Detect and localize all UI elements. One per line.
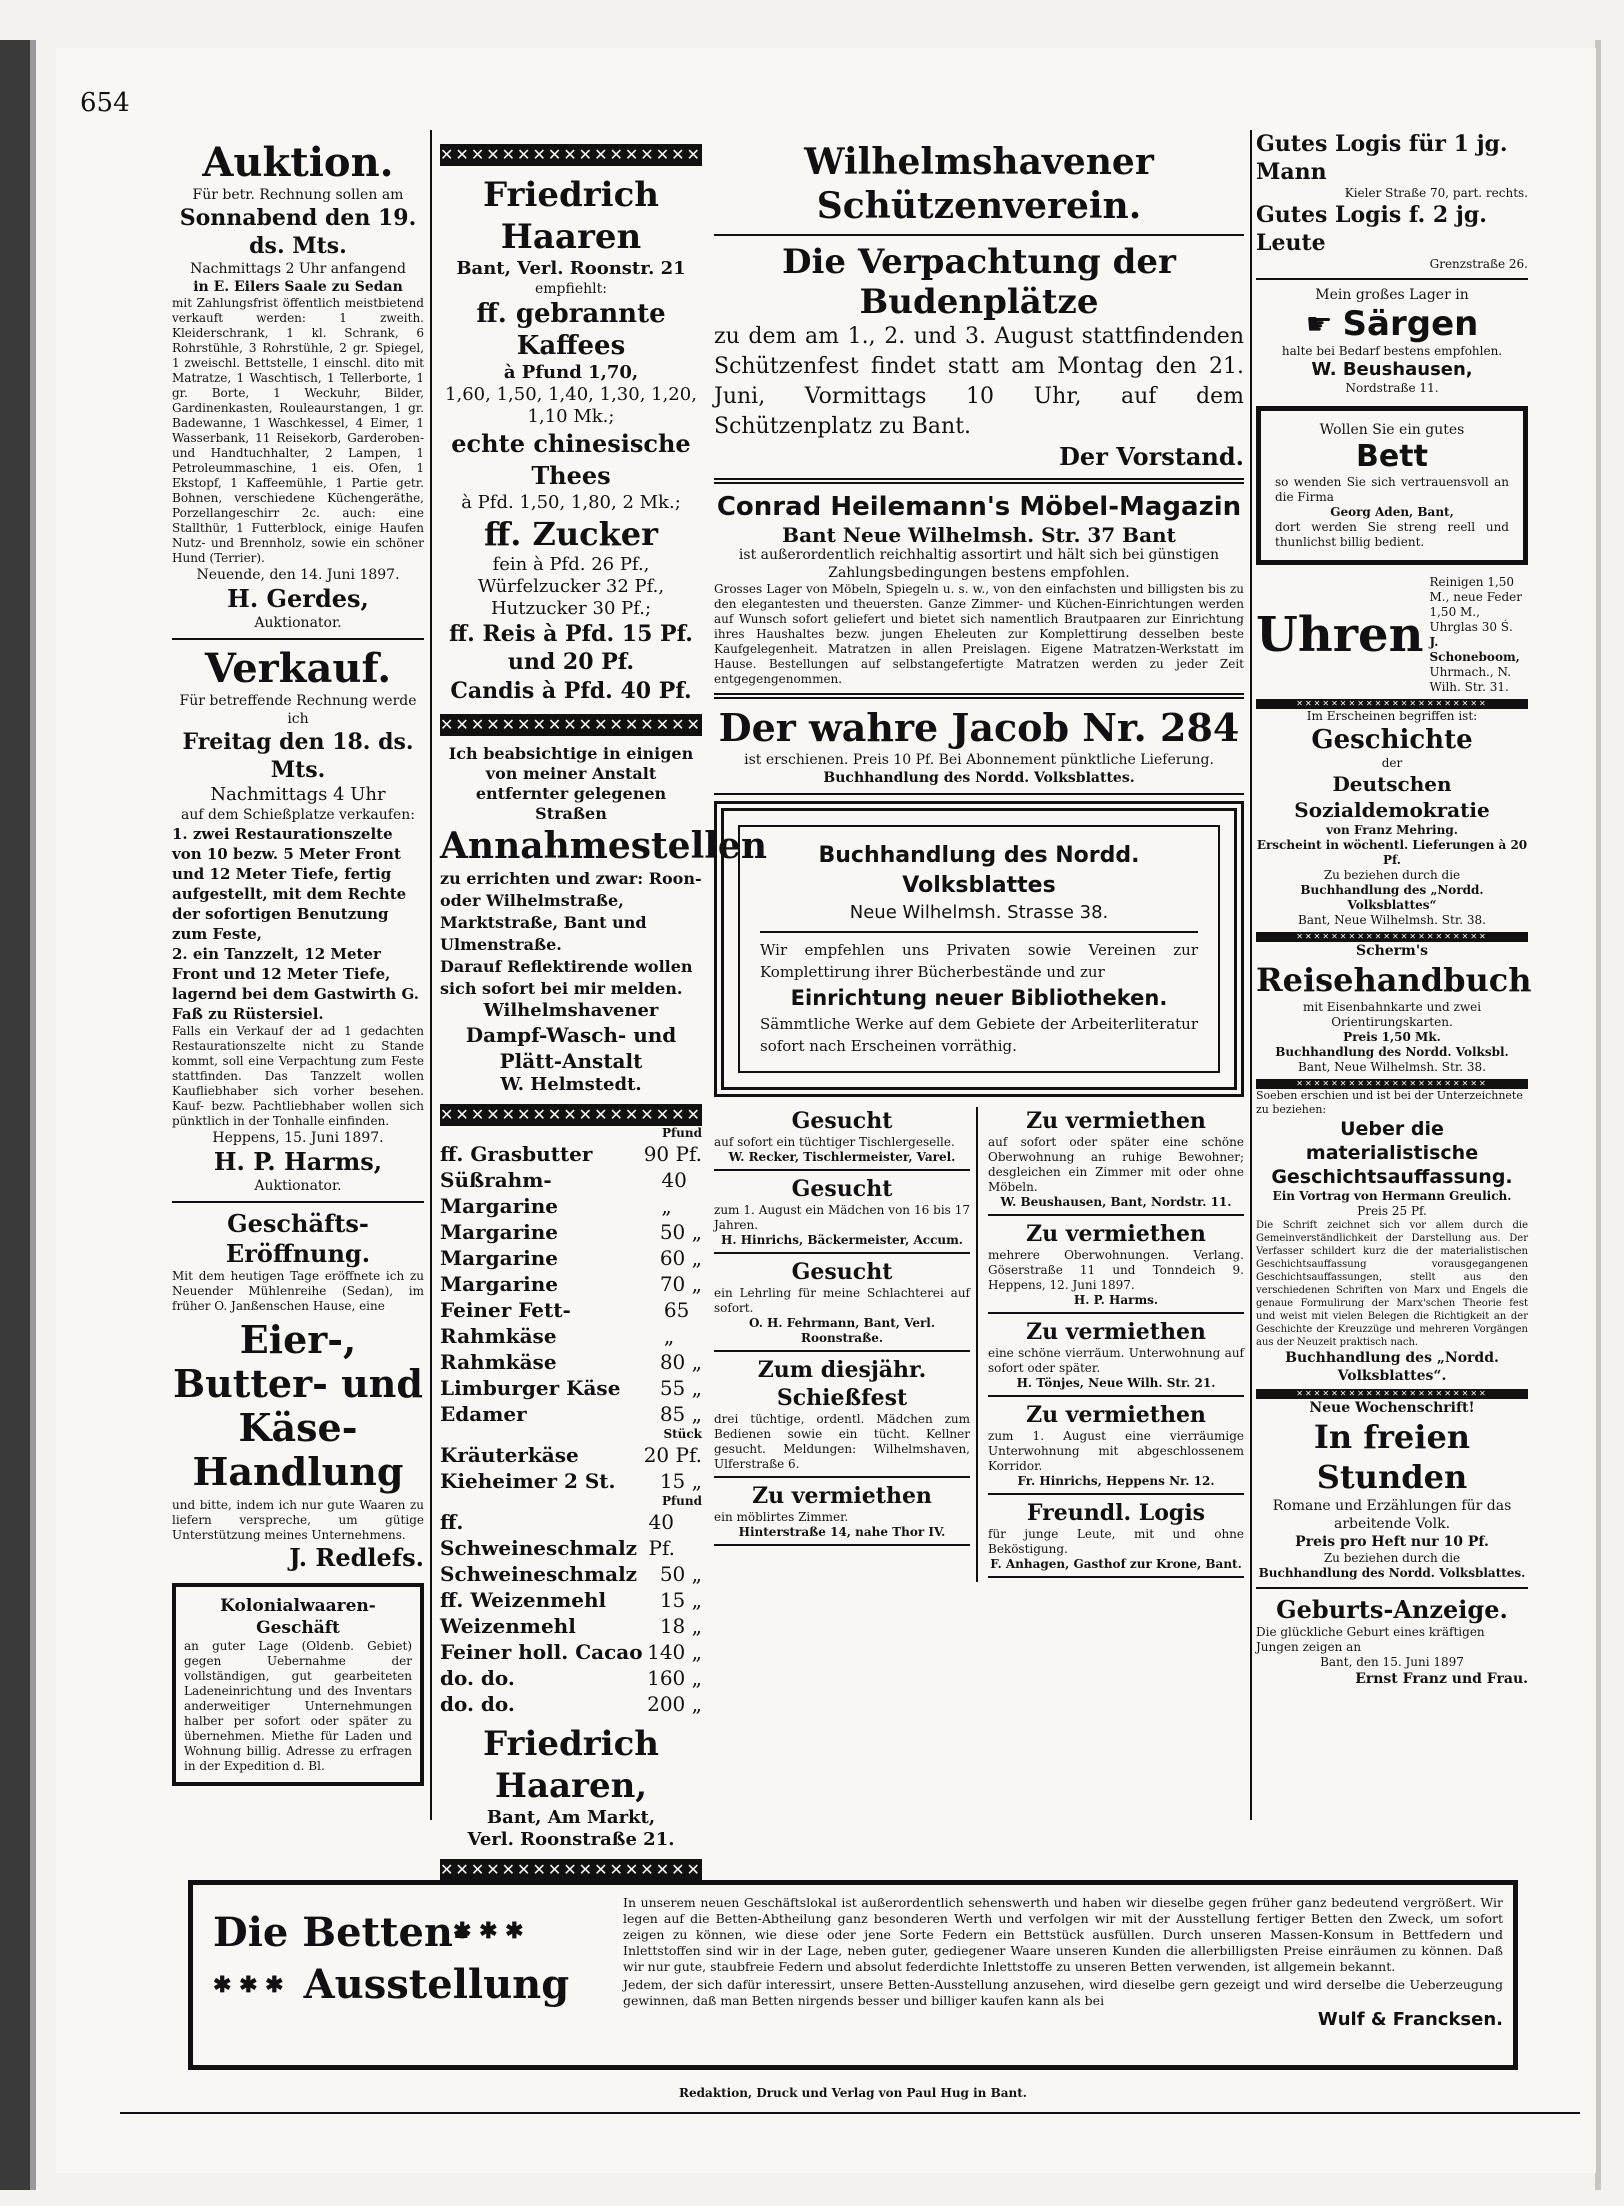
price-item: Feiner holl. Cacao	[440, 1640, 643, 1664]
page-number: 654	[80, 88, 130, 118]
price-value: 15 „	[659, 1588, 702, 1612]
betten-title-2: Ausstellung	[303, 1961, 570, 2008]
uhren-ad	[1256, 575, 1528, 695]
saerge-intro: Mein großes Lager in	[1315, 287, 1469, 303]
price-unit: Pfund	[661, 1494, 702, 1508]
haaren-footer-address-2: Verl. Roonstraße 21.	[467, 1829, 675, 1850]
zucker-prices: fein à Pfd. 26 Pf., Würfelzucker 32 Pf., Hutzucker 30 Pf.;	[477, 554, 665, 619]
ornament-bar: ✕✕✕✕✕✕✕✕✕✕✕✕✕✕✕✕✕✕✕✕✕✕	[1256, 699, 1528, 709]
classified-ad	[988, 1107, 1244, 1216]
geburt-sign: Ernst Franz und Frau.	[1355, 1671, 1528, 1687]
company-line-1: Wilhelmshavener	[483, 1000, 659, 1021]
thee-heading: echte chinesische Thees	[451, 429, 691, 490]
saerge-name: W. Beushausen,	[1311, 359, 1473, 380]
geschichte-shop-1: Zu beziehen durch die	[1323, 868, 1461, 882]
auktion-place: in E. Eilers Saale zu Sedan	[193, 279, 403, 295]
price-item: Margarine	[440, 1220, 558, 1244]
price-item: Weizenmehl	[440, 1614, 576, 1638]
price-item: do. do.	[440, 1692, 515, 1716]
uhren-heading: Uhren	[1256, 607, 1424, 663]
reise-intro: Scherm's	[1355, 943, 1429, 959]
kaffee-heading: ff. gebrannte Kaffees	[476, 299, 666, 361]
auktion-title: Auktion.	[202, 139, 394, 186]
betten-title-block	[213, 1909, 613, 2009]
saerge-row	[1256, 304, 1528, 344]
price-value: 90 Pf.	[643, 1142, 702, 1166]
book-binding	[0, 40, 34, 2190]
divider	[1256, 278, 1528, 280]
geschichte-der: der	[1381, 756, 1403, 770]
price-row	[440, 1691, 702, 1717]
geschichte-shop-2: Buchhandlung des „Nordd. Volksblattes“	[1300, 883, 1484, 912]
reise-body: mit Eisenbahnkarte und zwei Orientirungskarten.	[1302, 1000, 1482, 1029]
moebel-address: Bant Neue Wilhelmsh. Str. 37 Bant	[782, 523, 1176, 547]
annahme-intro: Ich beabsichtige in einigen von meiner Anstalt entfernter gelegenen Straßen	[448, 744, 694, 823]
haaren-footer-address-1: Bant, Am Markt,	[486, 1807, 656, 1828]
classified-body: ein Lehrling für meine Schlachterei auf sofort.	[714, 1286, 970, 1315]
auktion-body: mit Zahlungsfrist öffentlich meistbietend verkauft werden: 1 zweith. Kleiderschrank, 1 kl. Schrank, 6 Rohrstühle, 3 Rohrstühle, 2 gr. Spiegel, 1 zweischl. Bettstelle, 1 einschl. dito mit Matratze, 1 Waschtisch, 1 Tellerborte, 1 gr. Borte, 1 Weckuhr, Bilder, Gardinenkasten, Rouleaurstangen, 1 gr. Badewanne, 1 Waschkessel, 4 Eimer, 1 Wasserbank, 11 Reisekorb, Garderoben- und Handtuchhalter, 2 Lampen, 1 Petroleummaschine, 1 eis. Ofen, 1 Ekstopf, 1 Kaffeemühle, 1 Partie getr. Bohnen, verschiedene Küchengeräthe, Porzellangeschirr 2c. auch: eine Stallthür, 1 Futterblock, einige Haufen Nutz- und Brennholz, sowie ein schöner Hund (Terrier).	[172, 296, 424, 565]
classified-sign: Hinterstraße 14, nahe Thor IV.	[738, 1525, 946, 1539]
classified-body: eine schöne vierräum. Unterwohnung auf sofort oder später.	[988, 1346, 1244, 1375]
classified-ad	[714, 1107, 970, 1171]
saerge-address: Nordstraße 11.	[1345, 381, 1439, 395]
verkauf-time: Nachmittags 4 Uhr	[210, 784, 386, 805]
ornament-bar: ✕✕✕✕✕✕✕✕✕✕✕✕✕✕✕✕✕✕✕✕✕✕	[1256, 1389, 1528, 1399]
geschichte-heading-2: Deutschen Sozialdemokratie	[1294, 772, 1490, 822]
reise-address: Bant, Neue Wilhelmsh. Str. 38.	[1298, 1060, 1486, 1074]
price-value: 50 „	[659, 1220, 702, 1244]
classified-body: mehrere Oberwohnungen. Verlang. Göserstraße 11 und Tonndeich 9. Heppens, 12. Juni 1897.	[988, 1248, 1244, 1292]
ornament-bar: ✕✕✕✕✕✕✕✕✕✕✕✕✕✕✕✕✕✕✕✕✕✕	[1256, 932, 1528, 942]
classified-ad	[714, 1175, 970, 1254]
uhren-name: J. Schoneboom,	[1429, 635, 1520, 664]
divider	[714, 234, 1244, 236]
buchhandlung-frame	[714, 801, 1244, 1097]
moebel-title: Conrad Heilemann's Möbel-Magazin	[716, 492, 1242, 522]
column-1	[172, 140, 424, 1786]
classified-title: Gesucht	[791, 1259, 893, 1285]
classified-title: Zum diesjähr. Schießfest	[757, 1357, 927, 1411]
classified-title: Gesucht	[791, 1176, 893, 1202]
stunden-shop-2: Buchhandlung des Nordd. Volksblattes.	[1258, 1566, 1526, 1580]
auktion-ad	[172, 140, 424, 632]
classified-column-left	[714, 1107, 978, 1582]
price-item: Feiner Fett-Rahmkäse	[440, 1298, 571, 1348]
binding-edge	[30, 40, 36, 2190]
annahme-heading: Annahmestellen	[440, 825, 768, 867]
price-item: Schweineschmalz	[440, 1562, 638, 1586]
company-line-2: Dampf-Wasch- und Plätt-Anstalt	[465, 1023, 677, 1073]
kaffee-price: à Pfund 1,70,	[503, 362, 639, 383]
price-row	[440, 1375, 702, 1401]
stunden-shop-1: Zu beziehen durch die	[1323, 1551, 1461, 1565]
price-row	[440, 1245, 702, 1271]
classified-title: Gesucht	[791, 1108, 893, 1134]
buchhandlung-ad	[738, 825, 1220, 1073]
stunden-price: Preis pro Heft nur 10 Pf.	[1295, 1534, 1489, 1550]
geschichte-heading: Geschichte	[1311, 725, 1473, 755]
buch-body-1: Wir empfehlen uns Privaten sowie Vereinen zur Komplettirung ihrer Bücherbestände und zur	[760, 941, 1198, 981]
logis-2-title: Gutes Logis f. 2 jg. Leute	[1256, 202, 1487, 256]
uhren-address: Uhrmach., N. Wilh. Str. 31.	[1429, 665, 1512, 694]
classified-ad	[988, 1401, 1244, 1495]
buch-headline: Einrichtung neuer Bibliotheken.	[790, 986, 1168, 1010]
ornament-bar: ✕✕✕✕✕✕✕✕✕✕✕✕✕✕✕✕✕✕✕✕✕✕	[440, 145, 779, 164]
bett-body: so wenden Sie sich vertrauensvoll an die Firma	[1275, 475, 1509, 504]
divider	[714, 693, 1244, 699]
classified-sign: W. Beushausen, Bant, Nordstr. 11.	[1000, 1195, 1232, 1209]
price-item: Kieheimer 2 St.	[440, 1469, 616, 1493]
kolonial-title: Kolonialwaaren-Geschäft	[220, 1596, 376, 1638]
price-unit: Pfund	[661, 1126, 702, 1140]
verein-name: Wilhelmshavener Schützenverein.	[804, 141, 1154, 227]
classified-sign: H. Hinrichs, Bäckermeister, Accum.	[721, 1233, 963, 1247]
mat-price: Preis 25 Pf.	[1357, 1204, 1427, 1218]
verkauf-title: Verkauf.	[204, 645, 392, 692]
auktion-sign: H. Gerdes,	[227, 584, 369, 613]
betten-firm: Wulf & Francksen.	[1317, 2009, 1503, 2030]
geburt-body: Die glückliche Geburt eines kräftigen Jungen zeigen an	[1256, 1625, 1485, 1654]
price-value: 40 „	[661, 1168, 687, 1218]
eroeffnung-body: Mit dem heutigen Tage eröffnete ich zu Neuender Mühlenreihe (Sedan), im früher O. Janßenschen Hause, eine	[172, 1269, 424, 1313]
betten-stars-1: ✱ ✱ ✱	[453, 1918, 524, 1944]
jacob-body: ist erschienen. Preis 10 Pf. Bei Abonnement pünktliche Lieferung.	[744, 752, 1214, 768]
logis-1-address: Kieler Straße 70, part. rechts.	[1344, 186, 1528, 200]
saerge-body: halte bei Bedarf bestens empfohlen.	[1281, 344, 1503, 358]
eroeffnung-sign: J. Redlefs.	[289, 1543, 424, 1572]
price-row	[440, 1219, 702, 1245]
price-value: 18 „	[659, 1614, 702, 1638]
eroeffnung-body-2: und bitte, indem ich nur gute Waaren zu liefern verspreche, um gütige Unterstützung meines Unternehmens.	[172, 1498, 424, 1542]
kaffee-prices: 1,60, 1,50, 1,40, 1,30, 1,20, 1,10 Mk.;	[445, 384, 697, 427]
price-list	[440, 1141, 702, 1427]
price-item: Rahmkäse	[440, 1350, 557, 1374]
price-row	[440, 1587, 702, 1613]
column-4	[1256, 130, 1532, 1688]
price-value: 60 „	[659, 1246, 702, 1270]
price-value: 65 „	[663, 1298, 690, 1348]
price-row	[440, 1297, 702, 1349]
mat-shop: Buchhandlung des „Nordd. Volksblattes“.	[1285, 1350, 1499, 1384]
price-item: Kräuterkäse	[440, 1443, 579, 1467]
verkauf-item-1: 1. zwei Restaurationszelte von 10 bezw. 5 Meter Front und 12 Meter Tiefe, fertig aufgestellt, mit dem Rechte der sofortigen Benutzung zum Feste,	[172, 825, 407, 943]
bett-firm: Georg Aden, Bant,	[1330, 505, 1454, 519]
price-value: 85 „	[659, 1402, 702, 1426]
classified-ad	[714, 1482, 970, 1546]
betten-body: In unserem neuen Geschäftslokal ist außerordentlich sehenswerth und haben wir dieselbe gegen früher ganz bedeutend vergrößert. Wir legen auf die Betten-Abtheilung ganz besonderen Werth und verfolgen wir mit der Ausstellung fertiger Betten den Zweck, um sofort zeigen zu können, wie diese oder jene Sorte Federn ein Bettstück ausfüllen. Durch unseren Massen-Konsum in Bettfedern und Inlettstoffen sind wir in der Lage, neben guter, gediegener Waare unseren Kunden die allerbilligsten Preise einräumen zu können. Daß wir nur gute, staubfreie Federn und absolut federdichte Inlettstoffe zu unseren Betten verwenden, ist allgemein bekannt.	[623, 1895, 1503, 1974]
reise-price: Preis 1,50 Mk.	[1343, 1030, 1441, 1044]
pointing-hand-icon: ☛	[1305, 306, 1333, 342]
company-line-3: W. Helmstedt.	[500, 1074, 642, 1095]
price-item: ff. Schweineschmalz	[440, 1510, 638, 1560]
price-item: Edamer	[440, 1402, 527, 1426]
classified-body: auf sofort ein tüchtiger Tischlergeselle.	[714, 1135, 955, 1149]
classified-ad	[988, 1318, 1244, 1397]
bett-heading: Bett	[1356, 439, 1428, 474]
verkauf-dateline: Heppens, 15. Juni 1897.	[212, 1130, 384, 1146]
divider	[172, 1201, 424, 1203]
verkauf-intro: Für betreffende Rechnung werde ich	[179, 693, 417, 727]
geschichte-intro: Im Erscheinen begriffen ist:	[1306, 709, 1478, 723]
ornament-bar: ✕✕✕✕✕✕✕✕✕✕✕✕✕✕✕✕✕✕✕✕✕✕	[440, 1860, 779, 1879]
price-row	[440, 1271, 702, 1297]
zucker-heading: ff. Zucker	[483, 515, 659, 553]
price-row	[440, 1349, 702, 1375]
verpachtung-body: zu dem am 1., 2. und 3. August stattfindenden Schützenfest findet statt am Montag den 21. Juni, Vormittags 10 Uhr, auf dem Schützenplatz zu Bant.	[714, 324, 1244, 439]
stunden-heading: In freien Stunden	[1313, 1418, 1471, 1496]
haaren-footer-name: Friedrich Haaren,	[482, 1724, 660, 1806]
column-rule-1	[430, 130, 432, 1820]
betten-ausstellung-ad	[188, 1880, 1518, 2070]
classified-sign: W. Recker, Tischlermeister, Varel.	[728, 1150, 956, 1164]
classified-body: für junge Leute, mit und ohne Beköstigung.	[988, 1527, 1244, 1556]
divider	[1256, 1587, 1528, 1589]
ornament-bar: ✕✕✕✕✕✕✕✕✕✕✕✕✕✕✕✕✕✕✕✕✕✕	[440, 1105, 779, 1124]
verkauf-sign: H. P. Harms,	[213, 1147, 383, 1176]
verkauf-role: Auktionator.	[254, 1178, 342, 1194]
eroeffnung-headline: Eier-, Butter- und Käse-Handlung	[173, 1317, 423, 1494]
buch-title: Buchhandlung des Nordd. Volksblattes	[818, 843, 1140, 898]
moebel-body-1: ist außerordentlich reichhaltig assortirt und hält sich bei günstigen Zahlungsbedingungen bestens empfohlen.	[738, 547, 1220, 581]
thee-prices: à Pfd. 1,50, 1,80, 2 Mk.;	[461, 492, 681, 513]
stunden-intro: Neue Wochenschrift!	[1309, 1400, 1475, 1416]
price-item: do. do.	[440, 1666, 515, 1690]
buch-body-2: Sämmtliche Werke auf dem Gebiete der Arbeiterliteratur sofort nach Erscheinen vorräthig.	[760, 1015, 1198, 1055]
saerge-heading: Särgen	[1342, 304, 1479, 344]
logis-1-title: Gutes Logis für 1 jg. Mann	[1256, 131, 1508, 185]
reise-heading: Reisehandbuch	[1256, 961, 1532, 999]
logis-2-address: Grenzstraße 26.	[1429, 257, 1528, 271]
kolonial-ad	[172, 1583, 424, 1786]
kolonial-body: an guter Lage (Oldenb. Gebiet) gegen Uebernahme der vollständigen, gut gearbeiteten Ladeneinrichtung und des Inventars anderweitiger Unternehmungen halber per sofort oder später zu übernehmen. Miethe für Laden und Wohnung billig. Adresse zu erfragen in der Expedition d. Bl.	[184, 1639, 412, 1773]
haaren-name: Friedrich Haaren	[482, 175, 660, 257]
classified-sign: H. P. Harms.	[1073, 1293, 1159, 1307]
price-value: 160 „	[647, 1666, 702, 1690]
price-row	[440, 1468, 702, 1494]
mat-intro: Soeben erschien und ist bei der Unterzeichnete zu beziehen:	[1256, 1089, 1523, 1116]
classified-title: Zu vermiethen	[1026, 1221, 1206, 1247]
price-value: 20 Pf.	[643, 1443, 702, 1467]
betten-text-block	[623, 1895, 1503, 2031]
verpachtung-sign: Der Vorstand.	[1059, 442, 1244, 471]
price-value: 80 „	[659, 1350, 702, 1374]
price-item: ff. Weizenmehl	[440, 1588, 607, 1612]
column-2	[440, 144, 779, 1881]
moebel-body-2: Grosses Lager von Möbeln, Spiegeln u. s. w., von den einfachsten und billigsten bis zu den elegantesten und theuersten. Ganze Zimmer- und Küchen-Einrichtungen werden auf Wunsch sofort geliefert und bietet sich namentlich Brautpaaren zur Einrichtung ihres Haushaltes bezw. jungen Eheleuten zur Komplettirung desselben beste Kaufgelegenheit. Matratzen in allen Preislagen. Eigene Matratzen-Werkstatt im Hause. Bestellungen auf selbstangefertigte Matratzen werden zu jeder Zeit entgegengenommen.	[714, 582, 1244, 686]
betten-body-2: Jedem, der sich dafür interessirt, unsere Betten-Ausstellung anzusehen, wird dieselbe gern gezeigt und wird derselbe die Ueberzeugung gewinnen, daß man Betten nirgends besser und billiger kaufen kann als bei	[623, 1977, 1503, 2008]
classified-sign: F. Anhagen, Gasthof zur Krone, Bant.	[990, 1557, 1242, 1571]
price-row	[440, 1561, 702, 1587]
classified-title: Zu vermiethen	[1026, 1402, 1206, 1428]
reise-shop: Buchhandlung des Nordd. Volksbl.	[1275, 1045, 1509, 1059]
price-row	[440, 1167, 702, 1219]
betten-stars-2: ✱ ✱ ✱	[213, 1972, 284, 1998]
price-item: ff. Grasbutter	[440, 1142, 593, 1166]
classified-title: Freundl. Logis	[1026, 1500, 1206, 1526]
jacob-title: Der wahre Jacob Nr. 284	[718, 705, 1240, 750]
column-3	[714, 140, 1244, 1582]
price-item: Margarine	[440, 1272, 558, 1296]
divider	[714, 793, 1244, 795]
uhren-details	[1429, 575, 1528, 695]
annahme-body: zu errichten und zwar: Roon- oder Wilhelmstraße, Marktstraße, Bant und Ulmenstraße.	[440, 869, 702, 954]
auktion-role: Auktionator.	[254, 615, 342, 631]
eroeffnung-title: Geschäfts-Eröffnung.	[225, 1209, 371, 1268]
price-unit: Stück	[663, 1427, 702, 1441]
price-item: Süßrahm-Margarine	[440, 1168, 558, 1218]
classified-title: Zu vermiethen	[752, 1483, 932, 1509]
price-value: 200 „	[647, 1692, 702, 1716]
verpachtung-headline: Die Verpachtung der Budenplätze	[782, 242, 1176, 322]
divider	[760, 931, 1198, 933]
price-row	[440, 1509, 702, 1561]
imprint: Redaktion, Druck und Verlag von Paul Hug in Bant.	[679, 2086, 1027, 2100]
ornament-bar: ✕✕✕✕✕✕✕✕✕✕✕✕✕✕✕✕✕✕✕✕✕✕	[1256, 1079, 1528, 1089]
betten-title-row	[213, 1961, 613, 2009]
eroeffnung-ad	[172, 1209, 424, 1573]
price-list	[440, 1509, 702, 1717]
price-value: 50 „	[659, 1562, 702, 1586]
mat-author: Ein Vortrag von Hermann Greulich.	[1272, 1189, 1512, 1203]
classified-ad	[988, 1220, 1244, 1314]
ornament-bar: ✕✕✕✕✕✕✕✕✕✕✕✕✕✕✕✕✕✕✕✕✕✕	[440, 715, 779, 734]
price-row	[440, 1401, 702, 1427]
jacob-shop: Buchhandlung des Nordd. Volksblattes.	[823, 770, 1135, 786]
verkauf-date: Freitag den 18. ds. Mts.	[182, 729, 414, 783]
betten-title-1: Die Betten-	[213, 1909, 470, 1956]
classified-ad	[714, 1258, 970, 1352]
classified-sign: H. Tönjes, Neue Wilh. Str. 21.	[1016, 1376, 1216, 1390]
stunden-body: Romane und Erzählungen für das arbeitende Volk.	[1272, 1498, 1512, 1532]
classified-column-right	[988, 1107, 1244, 1582]
geburt-heading: Geburts-Anzeige.	[1276, 1595, 1508, 1624]
auktion-dateline: Neuende, den 14. Juni 1897.	[196, 567, 400, 583]
column-rule-3	[1250, 130, 1252, 1820]
geschichte-price: Erscheint in wöchentl. Lieferungen à 20 Pf.	[1256, 838, 1528, 867]
bett-ad	[1256, 406, 1528, 565]
classified-body: auf sofort oder später eine schöne Oberwohnung an ruhige Bewohner; desgleichen ein Zimmer mit oder ohne Möbeln.	[988, 1135, 1244, 1194]
geschichte-author: von Franz Mehring.	[1326, 823, 1458, 837]
auktion-intro: Für betr. Rechnung sollen am	[192, 187, 404, 203]
candis-heading: Candis à Pfd. 40 Pf.	[450, 678, 692, 704]
divider	[714, 478, 1244, 484]
verkauf-place: auf dem Schießplatze verkaufen:	[181, 807, 415, 823]
classified-body: zum 1. August ein Mädchen von 16 bis 17 Jahren.	[714, 1203, 970, 1232]
bett-intro: Wollen Sie ein gutes	[1319, 422, 1465, 438]
geburt-date: Bant, den 15. Juni 1897	[1320, 1655, 1464, 1669]
auktion-time: Nachmittags 2 Uhr anfangend	[190, 261, 406, 277]
price-value: 55 „	[659, 1376, 702, 1400]
price-item: Margarine	[440, 1246, 558, 1270]
verkauf-body: Falls ein Verkauf der ad 1 gedachten Restaurationszelte nicht zu Stande kommt, soll eine Verpachtung zum Feste stattfinden. Das Tanzzelt wollen Kaufliebhaber sich vorher besehen. Kauf- bezw. Pachtliebhaber wollen sich pünktlich in der Tonhalle einfinden.	[172, 1024, 424, 1128]
mat-body: Die Schrift zeichnet sich vor allem durch die Gemeinverständlichkeit der Darstellung aus. Der Verfasser schildert kurz die der materialistischen Geschichtsauffassung vorausgegangenen Geschichtsauffassungen, stellt aus den verschiedenen Schriften von Marx und Engels die genaue Formulirung der Marx'schen Theorie fest und weist mit vielen Belegen die Richtigkeit an der Geschichte der Kreuzzüge und mehreren Vorgängen aus der Neuzeit praktisch nach.	[1256, 1220, 1528, 1348]
price-row	[440, 1141, 702, 1167]
classified-body: drei tüchtige, ordentl. Mädchen zum Bedienen sowie ein tücht. Kellner gesucht. Meldungen: Wilhelmshaven, Ulferstraße 6.	[714, 1412, 970, 1471]
price-item: Limburger Käse	[440, 1376, 621, 1400]
verkauf-item-2: 2. ein Tanzzelt, 12 Meter Front und 12 Meter Tiefe, lagernd bei dem Gastwirth G. Faß zu Rüstersiel.	[172, 945, 420, 1023]
classified-sign: O. H. Fehrmann, Bant, Verl. Roonstraße.	[748, 1316, 936, 1345]
classified-title: Zu vermiethen	[1026, 1319, 1206, 1345]
buch-address: Neue Wilhelmsh. Strasse 38.	[849, 902, 1109, 923]
classified-ad	[988, 1499, 1244, 1578]
price-row	[440, 1665, 702, 1691]
classified-body: zum 1. August eine vierräumige Unterwohnung mit abgeschlossenem Korridor.	[988, 1429, 1244, 1473]
haaren-address: Bant, Verl. Roonstr. 21	[456, 258, 686, 279]
classified-grid	[714, 1107, 1244, 1582]
bett-body-2: dort werden Sie streng reell und thunlichst billig bedient.	[1275, 520, 1509, 549]
price-list	[440, 1442, 702, 1494]
price-row	[440, 1442, 702, 1468]
haaren-recommends: empfiehlt:	[535, 281, 607, 297]
annahme-body-2: Darauf Reflektirende wollen sich sofort bei mir melden.	[440, 957, 693, 998]
uhren-body: Reinigen 1,50 M., neue Feder 1,50 M., Uhrglas 30 Ś.	[1429, 575, 1522, 634]
verkauf-ad	[172, 646, 424, 1195]
classified-body: ein möblirtes Zimmer.	[714, 1510, 849, 1524]
classified-title: Zu vermiethen	[1026, 1108, 1206, 1134]
price-row	[440, 1613, 702, 1639]
geschichte-address: Bant, Neue Wilhelmsh. Str. 38.	[1298, 913, 1486, 927]
price-value: 40 Pf.	[648, 1510, 676, 1560]
price-value: 15 „	[659, 1469, 702, 1493]
price-row	[440, 1639, 702, 1665]
auktion-date: Sonnabend den 19. ds. Mts.	[179, 205, 417, 259]
classified-sign: Fr. Hinrichs, Heppens Nr. 12.	[1017, 1474, 1215, 1488]
mat-title: Ueber die materialistische Geschichtsauffassung.	[1271, 1118, 1513, 1188]
footer-rule	[120, 2112, 1580, 2114]
divider	[172, 638, 424, 640]
price-value: 70 „	[659, 1272, 702, 1296]
price-value: 140 „	[647, 1640, 702, 1664]
reis-heading: ff. Reis à Pfd. 15 Pf. und 20 Pf.	[449, 621, 693, 675]
classified-ad	[714, 1356, 970, 1478]
